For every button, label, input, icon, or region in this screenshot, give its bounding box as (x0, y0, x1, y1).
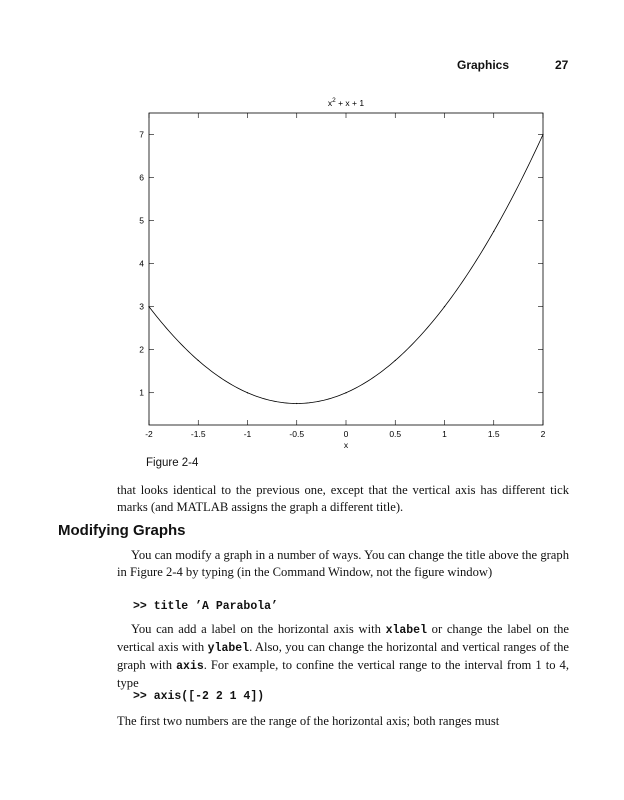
data-point (247, 392, 248, 393)
y-tick-label: 1 (139, 387, 144, 398)
code-axis-command: >> axis([-2 2 1 4]) (133, 690, 265, 703)
paragraph-axis-labels (117, 621, 569, 692)
y-tick-label: 2 (139, 344, 144, 355)
x-tick-label: 0.5 (389, 429, 402, 439)
data-point (148, 306, 149, 307)
paragraph-modify-intro: You can modify a graph in a number of ways. You can change the title above the graph in Figure 2-4 by typing (in the Command Window, not the figure window) (117, 548, 569, 579)
paragraph-continuation: that looks identical to the previous one, except that the vertical axis has different tick marks (and MATLAB assigns the graph a different title). (117, 483, 569, 514)
y-tick-label: 6 (139, 172, 144, 183)
data-point (198, 360, 199, 361)
x-tick-label: 0 (343, 429, 349, 439)
x-tick-label: -0.5 (289, 429, 305, 439)
paragraph-text: . For example, to confine the vertical range to the interval from 1 to 4, type (117, 658, 569, 690)
x-axis-label: x (343, 440, 349, 450)
x-tick-label: -1 (243, 429, 252, 439)
running-header-title: Graphics (457, 58, 510, 72)
data-point (542, 134, 543, 135)
x-tick-label: -2 (145, 429, 153, 439)
code-title-command: >> title ’A Parabola’ (133, 600, 278, 613)
x-tick-label: 2 (540, 429, 546, 439)
paragraph-text: or change the label on the vertical axis with (117, 622, 569, 654)
x-tick-label: -1.5 (190, 429, 206, 439)
section-heading: Modifying Graphs (58, 522, 186, 539)
code-xlabel: xlabel (385, 624, 427, 637)
y-tick-label: 7 (139, 129, 144, 140)
x-tick-label: 1 (442, 429, 447, 439)
y-tick-label: 3 (139, 301, 144, 312)
paragraph-text: . Also, you can change the horizontal and vertical ranges of the graph with (117, 640, 569, 672)
y-tick-label: 5 (139, 215, 144, 226)
page-number: 27 (555, 58, 569, 72)
data-point (395, 360, 396, 361)
data-point (296, 403, 297, 404)
figure-caption: Figure 2-4 (146, 457, 199, 469)
x-tick-label: 1.5 (487, 429, 500, 439)
data-point (493, 231, 494, 232)
chart-title: $x^2 + x + 1$ (327, 97, 365, 108)
y-tick-label: 4 (139, 258, 144, 269)
code-ylabel: ylabel (207, 642, 250, 655)
code-axis: axis (176, 660, 204, 673)
data-point (444, 306, 445, 307)
paragraph-ranges: The first two numbers are the range of the horizontal axis; both ranges must (117, 714, 500, 728)
paragraph-text: You can add a label on the horizontal axis with (131, 622, 386, 636)
plot-frame (149, 113, 543, 425)
data-series-line (149, 135, 543, 404)
data-point (345, 392, 346, 393)
